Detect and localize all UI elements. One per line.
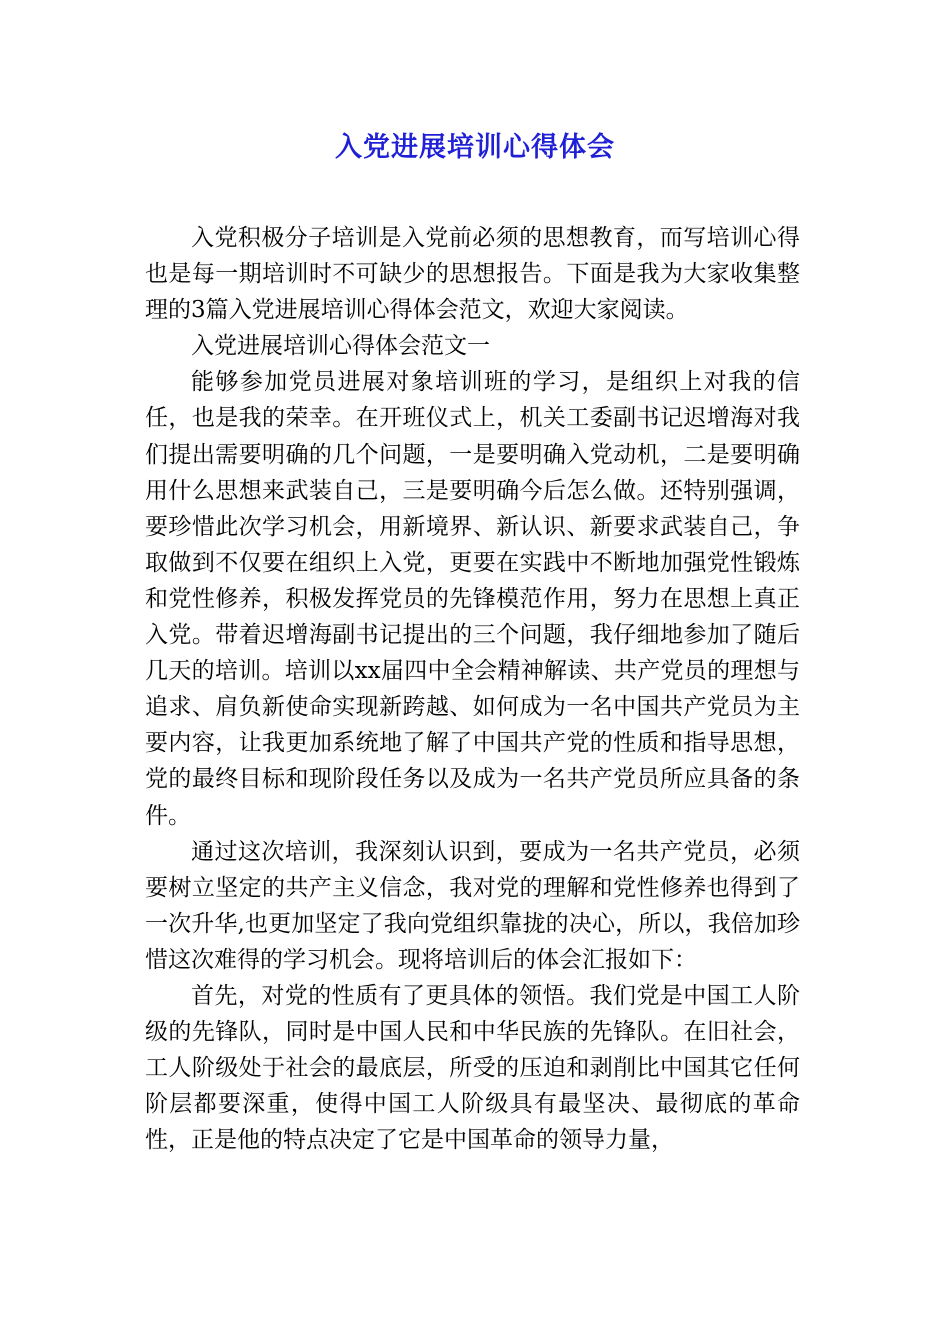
paragraph-3: 首先，对党的性质有了更具体的领悟。我们党是中国工人阶级的先锋队，同时是中国人民和中华民族的先锋队。在旧社会，工人阶级处于社会的最底层，所受的压迫和剥削比中国其它任何阶层都要深重，使得中国工人阶级具有最坚决、最彻底的革命性，正是他的特点决定了它是中国革命的领导力量，: [145, 982, 800, 1154]
document-body: [145, 220, 800, 1158]
document-title: 入党进展培训心得体会: [335, 132, 615, 163]
paragraph-intro: 入党积极分子培训是入党前必须的思想教育，而写培训心得也是每一期培训时不可缺少的思想报告。下面是我为大家收集整理的3篇入党进展培训心得体会范文，欢迎大家阅读。: [145, 225, 800, 324]
paragraph-section-heading: 入党进展培训心得体会范文一: [191, 333, 490, 360]
paragraph-2: 通过这次培训，我深刻认识到，要成为一名共产党员，必须要树立坚定的共产主义信念，我对党的理解和党性修养也得到了一次升华,也更加坚定了我向党组织靠拢的决心，所以，我倍加珍惜这次难得的学习机会。现将培训后的体会汇报如下：: [145, 838, 800, 973]
paragraph-1: 能够参加党员进展对象培训班的学习，是组织上对我的信任，也是我的荣幸。在开班仪式上，机关工委副书记迟增海对我们提出需要明确的几个问题，一是要明确入党动机，二是要明确用什么思想来武装自己，三是要明确今后怎么做。还特别强调，要珍惜此次学习机会，用新境界、新认识、新要求武装自己，争取做到不仅要在组织上入党，更要在实践中不断地加强党性锻炼和党性修养，积极发挥党员的先锋模范作用，努力在思想上真正入党。带着迟增海副书记提出的三个问题，我仔细地参加了随后几天的培训。培训以xx届四中全会精神解读、共产党员的理想与追求、肩负新使命实现新跨越、如何成为一名中国共产党员为主要内容，让我更加系统地了解了中国共产党的性质和指导思想，党的最终目标和现阶段任务以及成为一名共产党员所应具备的条件。: [145, 369, 800, 829]
